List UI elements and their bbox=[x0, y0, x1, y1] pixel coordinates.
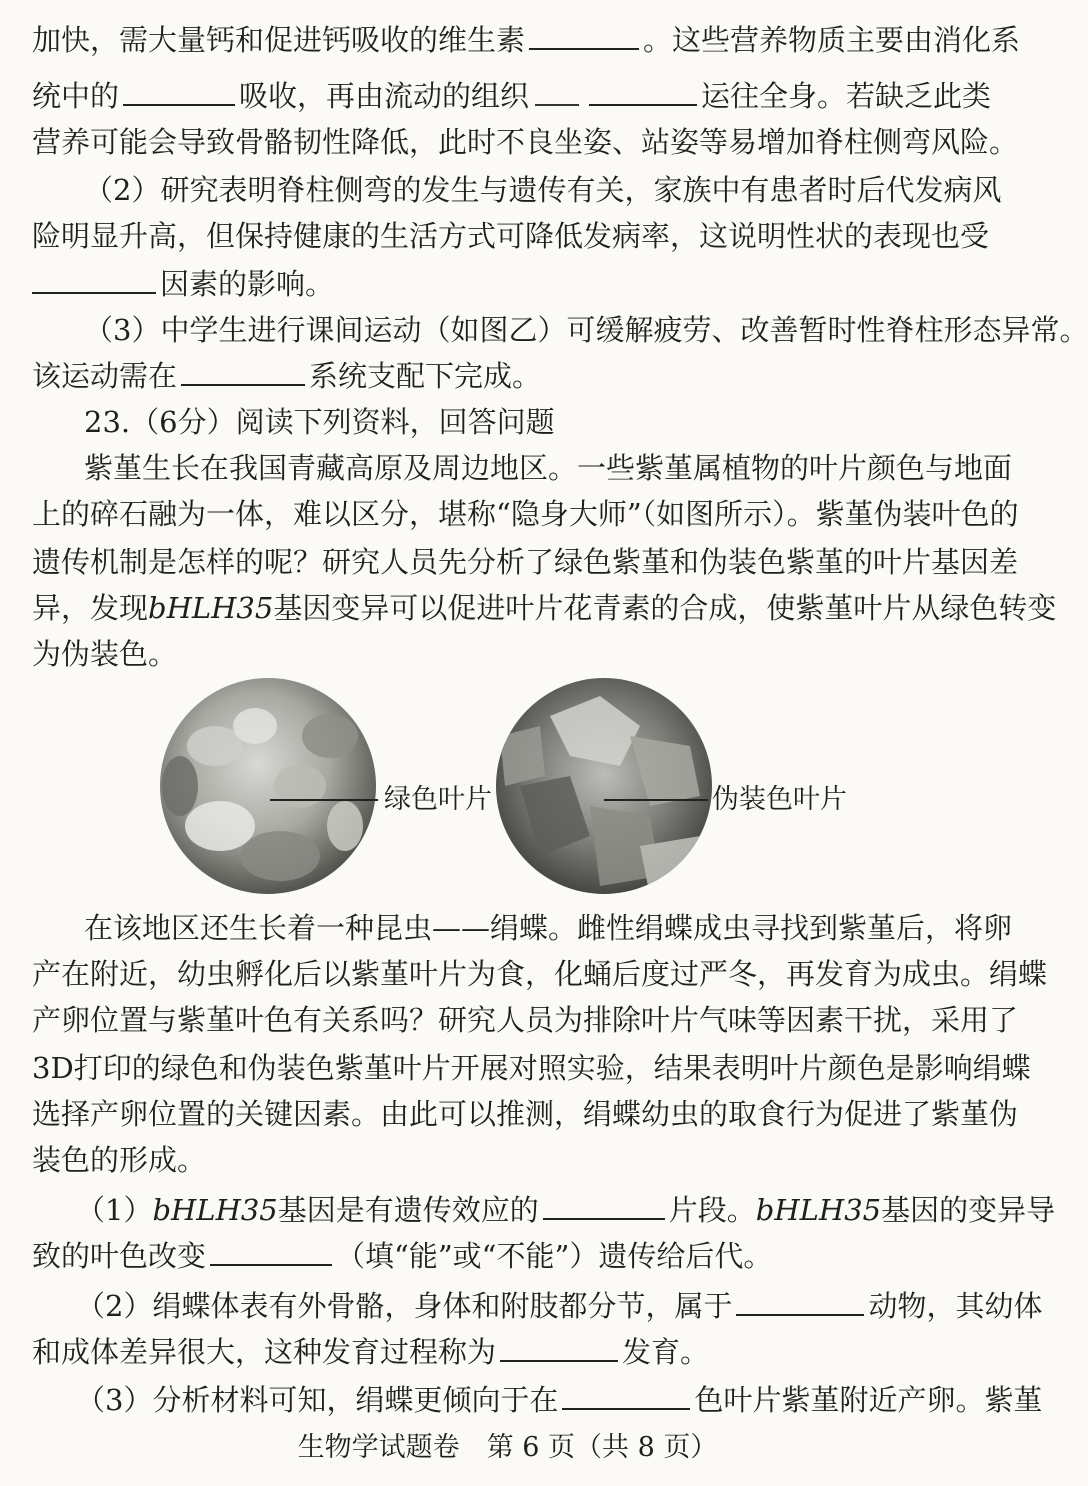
answer-blank[interactable] bbox=[210, 1238, 332, 1266]
text-segment: 加快，需大量钙和促进钙吸收的维生素 bbox=[32, 23, 526, 57]
text-line-6 bbox=[32, 262, 987, 306]
answer-blank[interactable] bbox=[181, 358, 305, 386]
text-segment: 装色的形成。 bbox=[32, 1143, 207, 1177]
gene-name: bHLH35 bbox=[152, 1193, 278, 1227]
text-segment: 产在附近，幼虫孵化后以紫堇叶片为食，化蛹后度过严冬，再发育为成虫。绢蝶 bbox=[32, 957, 1048, 991]
text-segment: 为伪装色。 bbox=[32, 637, 178, 671]
page-footer: 生物学试题卷 第 6 页（共 8 页） bbox=[297, 1432, 718, 1463]
leaf-photos bbox=[0, 676, 1015, 916]
answer-blank[interactable] bbox=[589, 78, 697, 106]
text-line-21 bbox=[76, 1188, 1056, 1232]
answer-blank[interactable] bbox=[500, 1334, 618, 1362]
text-segment: 基因是有遗传效应的 bbox=[277, 1193, 539, 1227]
text-segment: 系统支配下完成。 bbox=[309, 359, 542, 393]
text-line-3 bbox=[32, 120, 1019, 164]
text-segment: 险明显升高，但保持健康的生活方式可降低发病率，这说明性状的表现也受 bbox=[32, 219, 990, 253]
text-segment: 3D打印的绿色和伪装色紫堇叶片开展对照实验，结果表明叶片颜色是影响绢蝶 bbox=[32, 1051, 1031, 1085]
text-line-7 bbox=[84, 308, 1088, 352]
text-line-15 bbox=[84, 906, 1013, 950]
text-segment: 23.（6分）阅读下列资料，回答问题 bbox=[84, 405, 555, 439]
leaf-figure bbox=[0, 676, 1015, 916]
text-line-14 bbox=[32, 632, 987, 676]
text-segment: 基因的变异导 bbox=[881, 1193, 1056, 1227]
text-line-20 bbox=[32, 1138, 987, 1182]
text-line-23 bbox=[76, 1284, 1043, 1328]
gene-name: bHLH35 bbox=[755, 1193, 882, 1227]
text-segment: （2）研究表明脊柱侧弯的发生与遗传有关，家族中有患者时后代发病风 bbox=[84, 173, 1002, 207]
text-segment: （填“能”或“不能”）遗传给后代。 bbox=[336, 1239, 773, 1273]
text-line-4 bbox=[84, 168, 1002, 212]
text-segment: 异，发现 bbox=[32, 591, 149, 625]
answer-blank[interactable] bbox=[123, 78, 235, 106]
answer-blank[interactable] bbox=[529, 22, 639, 50]
text-line-10 bbox=[84, 446, 1013, 490]
text-segment: （2）绢蝶体表有外骨骼，身体和附肢都分节，属于 bbox=[76, 1289, 733, 1323]
text-segment: 因素的影响。 bbox=[160, 267, 335, 301]
text-segment: 在该地区还生长着一种昆虫——绢蝶。雌性绢蝶成虫寻找到紫堇后，将卵 bbox=[84, 911, 1013, 945]
text-segment: 选择产卵位置的关键因素。由此可以推测，绢蝶幼虫的取食行为促进了紫堇伪 bbox=[32, 1097, 1019, 1131]
text-segment: （3）中学生进行课间运动（如图乙）可缓解疲劳、改善暂时性脊柱形态异常。 bbox=[84, 313, 1088, 347]
text-segment: 吸收，再由流动的组织 bbox=[239, 79, 530, 113]
text-segment: 统中的 bbox=[32, 79, 120, 113]
text-segment: 。这些营养物质主要由消化系 bbox=[643, 23, 1021, 57]
text-segment: 色叶片紫堇附近产卵。紫堇 bbox=[694, 1383, 1043, 1417]
text-segment: 上的碎石融为一体，难以区分，堪称“隐身大师”（如图所示）。紫堇伪装叶色的 bbox=[32, 497, 1019, 531]
camo-leaf-label: 伪装色叶片 bbox=[712, 784, 847, 815]
text-line-19 bbox=[32, 1092, 1019, 1136]
answer-blank[interactable] bbox=[32, 266, 156, 294]
green-leaf-label: 绿色叶片 bbox=[384, 784, 492, 815]
answer-blank[interactable] bbox=[562, 1382, 690, 1410]
text-line-25 bbox=[76, 1378, 1043, 1422]
text-segment: 该运动需在 bbox=[32, 359, 178, 393]
text-line-11 bbox=[32, 492, 1019, 536]
dash-line bbox=[535, 88, 579, 106]
text-line-5 bbox=[32, 214, 990, 258]
text-segment: 动物，其幼体 bbox=[868, 1289, 1043, 1323]
text-line-24 bbox=[32, 1330, 987, 1374]
text-line-2 bbox=[32, 74, 992, 118]
text-line-22 bbox=[32, 1234, 987, 1278]
text-segment: 基因变异可以促进叶片花青素的合成，使紫堇叶片从绿色转变 bbox=[273, 591, 1057, 625]
text-line-18 bbox=[32, 1046, 1031, 1090]
question-23-header bbox=[84, 400, 987, 444]
text-segment: 营养可能会导致骨骼韧性降低，此时不良坐姿、站姿等易增加脊柱侧弯风险。 bbox=[32, 125, 1019, 159]
text-segment: 产卵位置与紫堇叶色有关系吗？研究人员为排除叶片气味等因素干扰，采用了 bbox=[32, 1003, 1019, 1037]
gene-name: bHLH35 bbox=[148, 591, 274, 625]
answer-blank[interactable] bbox=[736, 1288, 864, 1316]
text-line-16 bbox=[32, 952, 1048, 996]
text-line-1 bbox=[32, 18, 1021, 62]
text-line-13 bbox=[32, 586, 1057, 630]
text-segment: 和成体差异很大，这种发育过程称为 bbox=[32, 1335, 497, 1369]
text-line-12 bbox=[32, 540, 1019, 584]
text-line-8 bbox=[32, 354, 987, 398]
text-segment: （1） bbox=[76, 1193, 153, 1227]
text-line-17 bbox=[32, 998, 1019, 1042]
answer-blank[interactable] bbox=[543, 1192, 665, 1220]
text-segment: 致的叶色改变 bbox=[32, 1239, 207, 1273]
text-segment: 遗传机制是怎样的呢？研究人员先分析了绿色紫堇和伪装色紫堇的叶片基因差 bbox=[32, 545, 1019, 579]
text-segment: 运往全身。若缺乏此类 bbox=[701, 79, 992, 113]
text-segment: 片段。 bbox=[668, 1193, 756, 1227]
text-segment: （3）分析材料可知，绢蝶更倾向于在 bbox=[76, 1383, 559, 1417]
text-segment: 紫堇生长在我国青藏高原及周边地区。一些紫堇属植物的叶片颜色与地面 bbox=[84, 451, 1013, 485]
text-segment: 发育。 bbox=[622, 1335, 710, 1369]
